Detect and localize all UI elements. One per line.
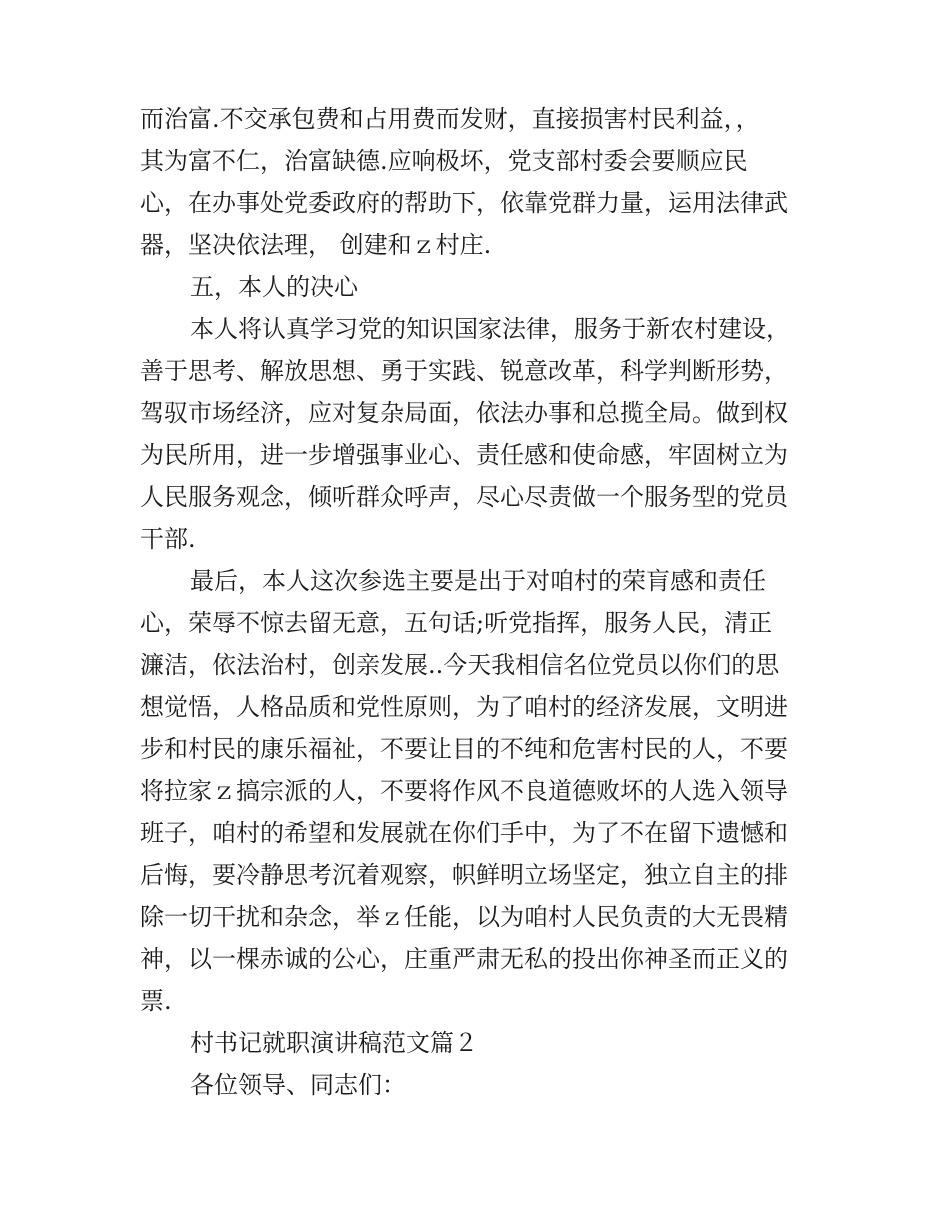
salutation: 各位领导、同志们： xyxy=(190,1071,406,1099)
text-line: 心，荣辱不惊去留无意，五句话;听党指挥，服务人民，清正 xyxy=(140,609,773,637)
body-text xyxy=(140,98,820,1106)
text-line: 班子，咱村的希望和发展就在你们手中，为了不在留下遗憾和 xyxy=(140,819,788,847)
text-line: 神，以一棵赤诚的公心，庄重严肃无私的投出你神圣而正义的 xyxy=(140,945,788,973)
text-line: 本人将认真学习党的知识国家法律，服务于新农村建设， xyxy=(190,315,790,343)
article-title: 村书记就职演讲稿范文篇２ xyxy=(190,1029,478,1057)
text-line: 人民服务观念，倾听群众呼声，尽心尽责做一个服务型的党员 xyxy=(140,483,788,511)
text-line: 票. xyxy=(140,987,172,1015)
section-heading: 五，本人的决心 xyxy=(190,273,358,301)
text-line: 心，在办事处党委政府的帮助下，依靠党群力量，运用法律武 xyxy=(140,189,788,217)
text-line: 想觉悟，人格品质和党性原则，为了咱村的经济发展，文明进 xyxy=(140,693,788,721)
text-line: 后悔，要冷静思考沉着观察，帜鲜明立场坚定，独立自主的排 xyxy=(140,861,788,889)
text-line: 善于思考、解放思想、勇于实践、锐意改革，科学判断形势， xyxy=(140,357,788,385)
text-line: 驾驭市场经济，应对复杂局面，依法办事和总揽全局。做到权 xyxy=(140,399,788,427)
text-line: 濂洁，依法治村，创亲发展..今天我相信名位党员以你们的思 xyxy=(140,651,780,679)
text-line: 其为富不仁，治富缺德.应响极坏，党支部村委会要顺应民 xyxy=(140,147,748,175)
text-line: 为民所用，进一步增强事业心、责任感和使命感，牢固树立为 xyxy=(140,441,788,469)
text-line: 最后，本人这次参选主要是出于对咱村的荣肓感和责任 xyxy=(190,567,766,595)
text-line: 干部. xyxy=(140,525,196,553)
text-line: 步和村民的康乐福祉，不要让目的不纯和危害村民的人，不要 xyxy=(140,735,788,763)
text-line: 将拉家ｚ搞宗派的人，不要将作风不良道德败坏的人选入领导 xyxy=(140,777,788,805)
text-line: 器，坚决依法理， 创建和ｚ村庄. xyxy=(140,231,492,259)
text-line: 除一切干扰和杂念，举ｚ任能，以为咱村人民负责的大无畏精 xyxy=(140,903,788,931)
text-line: 而治富.不交承包费和占用费而发财，直接损害村民利益，， xyxy=(140,105,760,133)
